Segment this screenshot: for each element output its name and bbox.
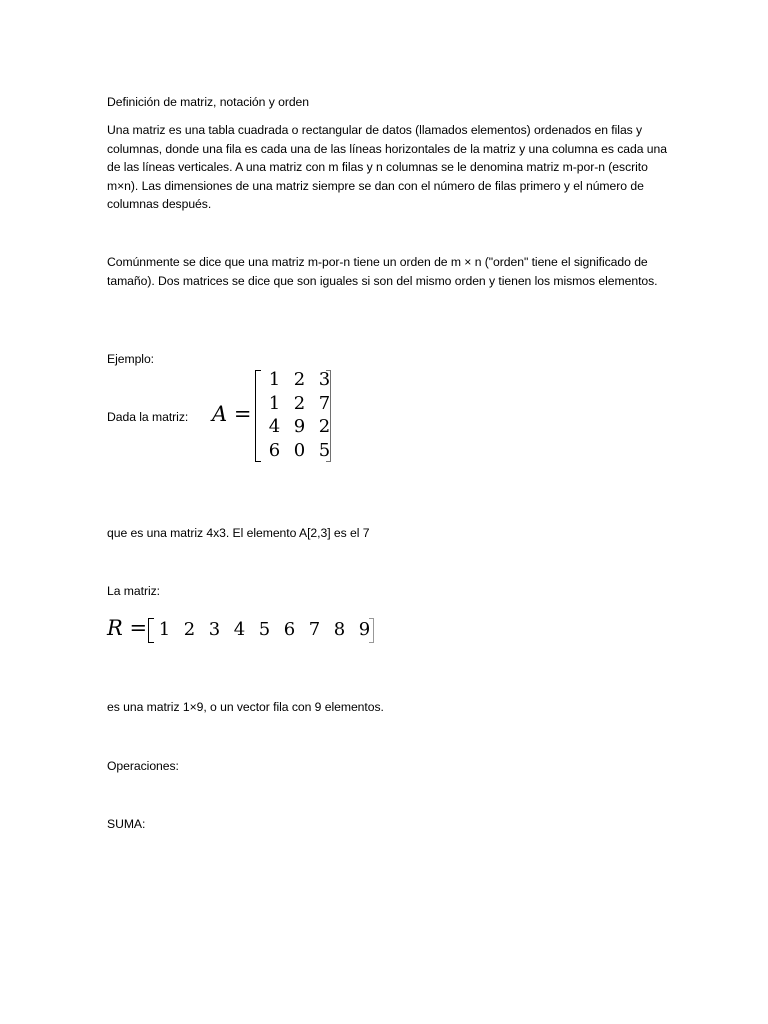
example-label: Ejemplo:: [107, 352, 155, 366]
matrix-a-cell: 7: [318, 392, 331, 414]
matrix-r-right-bracket: [369, 618, 374, 643]
matrix-r: [148, 616, 374, 646]
matrix-a-cell: 4: [268, 416, 281, 437]
matrix-a-cell: 5: [318, 439, 331, 461]
matrix-a-left-bracket: [255, 370, 261, 462]
matrix-a-cell: 2: [293, 392, 306, 414]
matrix-a-cell: 1: [268, 369, 281, 390]
matrix-r-cell: 8: [333, 619, 346, 640]
matrix-r-lhs: [107, 616, 147, 640]
matrix-a-cell: 3: [318, 369, 331, 390]
matrix-a-cell: 1: [268, 392, 281, 414]
matrix-r-cell: 9: [358, 619, 371, 640]
matrix-a-cell: 2: [293, 369, 306, 390]
matrix-a-cell: 9: [293, 416, 306, 437]
matrix-a-equals: =: [233, 402, 252, 426]
matrix-r-cell: 7: [308, 619, 321, 640]
matrix-r-cell: 5: [258, 619, 271, 640]
matrix-a-cell: 2: [318, 416, 331, 437]
matrix-a-description: que es una matriz 4x3. El elemento A[2,3] es el 7: [107, 526, 370, 540]
matrix-r-equals: =: [129, 616, 148, 640]
matrix-r-variable: R: [107, 616, 123, 640]
matrix-a-right-bracket: [326, 370, 331, 462]
matrix-r-cell: 3: [208, 619, 221, 640]
definition-paragraph: Una matriz es una tabla cuadrada o rectangular de datos (llamados elementos) ordenados en filas y columnas, donde una fila es cada una de las líneas horizontales de la matriz y una columna es cada una de las líneas verticales. A una matriz con m filas y n columnas se le denomina matriz m-por-n (escrito m×n). Las dimensiones de una matriz siempre se dan con el número de filas primero y el número de columnas después.: [107, 123, 667, 212]
order-paragraph: Comúnmente se dice que una matriz m-por-n tiene un orden de m × n ("orden" tiene el significado de tamaño). Dos matrices se dice que son iguales si son del mismo orden y tienen los mismos elementos.: [107, 255, 658, 288]
matrix-a-cell: 6: [268, 439, 281, 461]
matrix-r-cell: 1: [158, 619, 171, 640]
given-matrix-label: Dada la matriz:: [107, 410, 189, 424]
sum-heading: SUMA:: [107, 817, 146, 831]
matrix-r-label: La matriz:: [107, 584, 161, 598]
matrix-r-cell: 4: [233, 619, 246, 640]
matrix-a-variable: A: [212, 402, 228, 426]
matrix-r-row: [152, 616, 377, 644]
matrix-r-description: es una matriz 1×9, o un vector fila con 9 elementos.: [107, 700, 384, 714]
matrix-a-cell: 0: [293, 439, 306, 461]
matrix-r-cell: 6: [283, 619, 296, 640]
matrix-a: [255, 368, 331, 464]
matrix-a-lhs: [212, 402, 251, 426]
matrix-r-cell: 2: [183, 619, 196, 640]
section-heading: Definición de matriz, notación y orden: [107, 95, 310, 109]
operations-heading: Operaciones:: [107, 759, 179, 773]
